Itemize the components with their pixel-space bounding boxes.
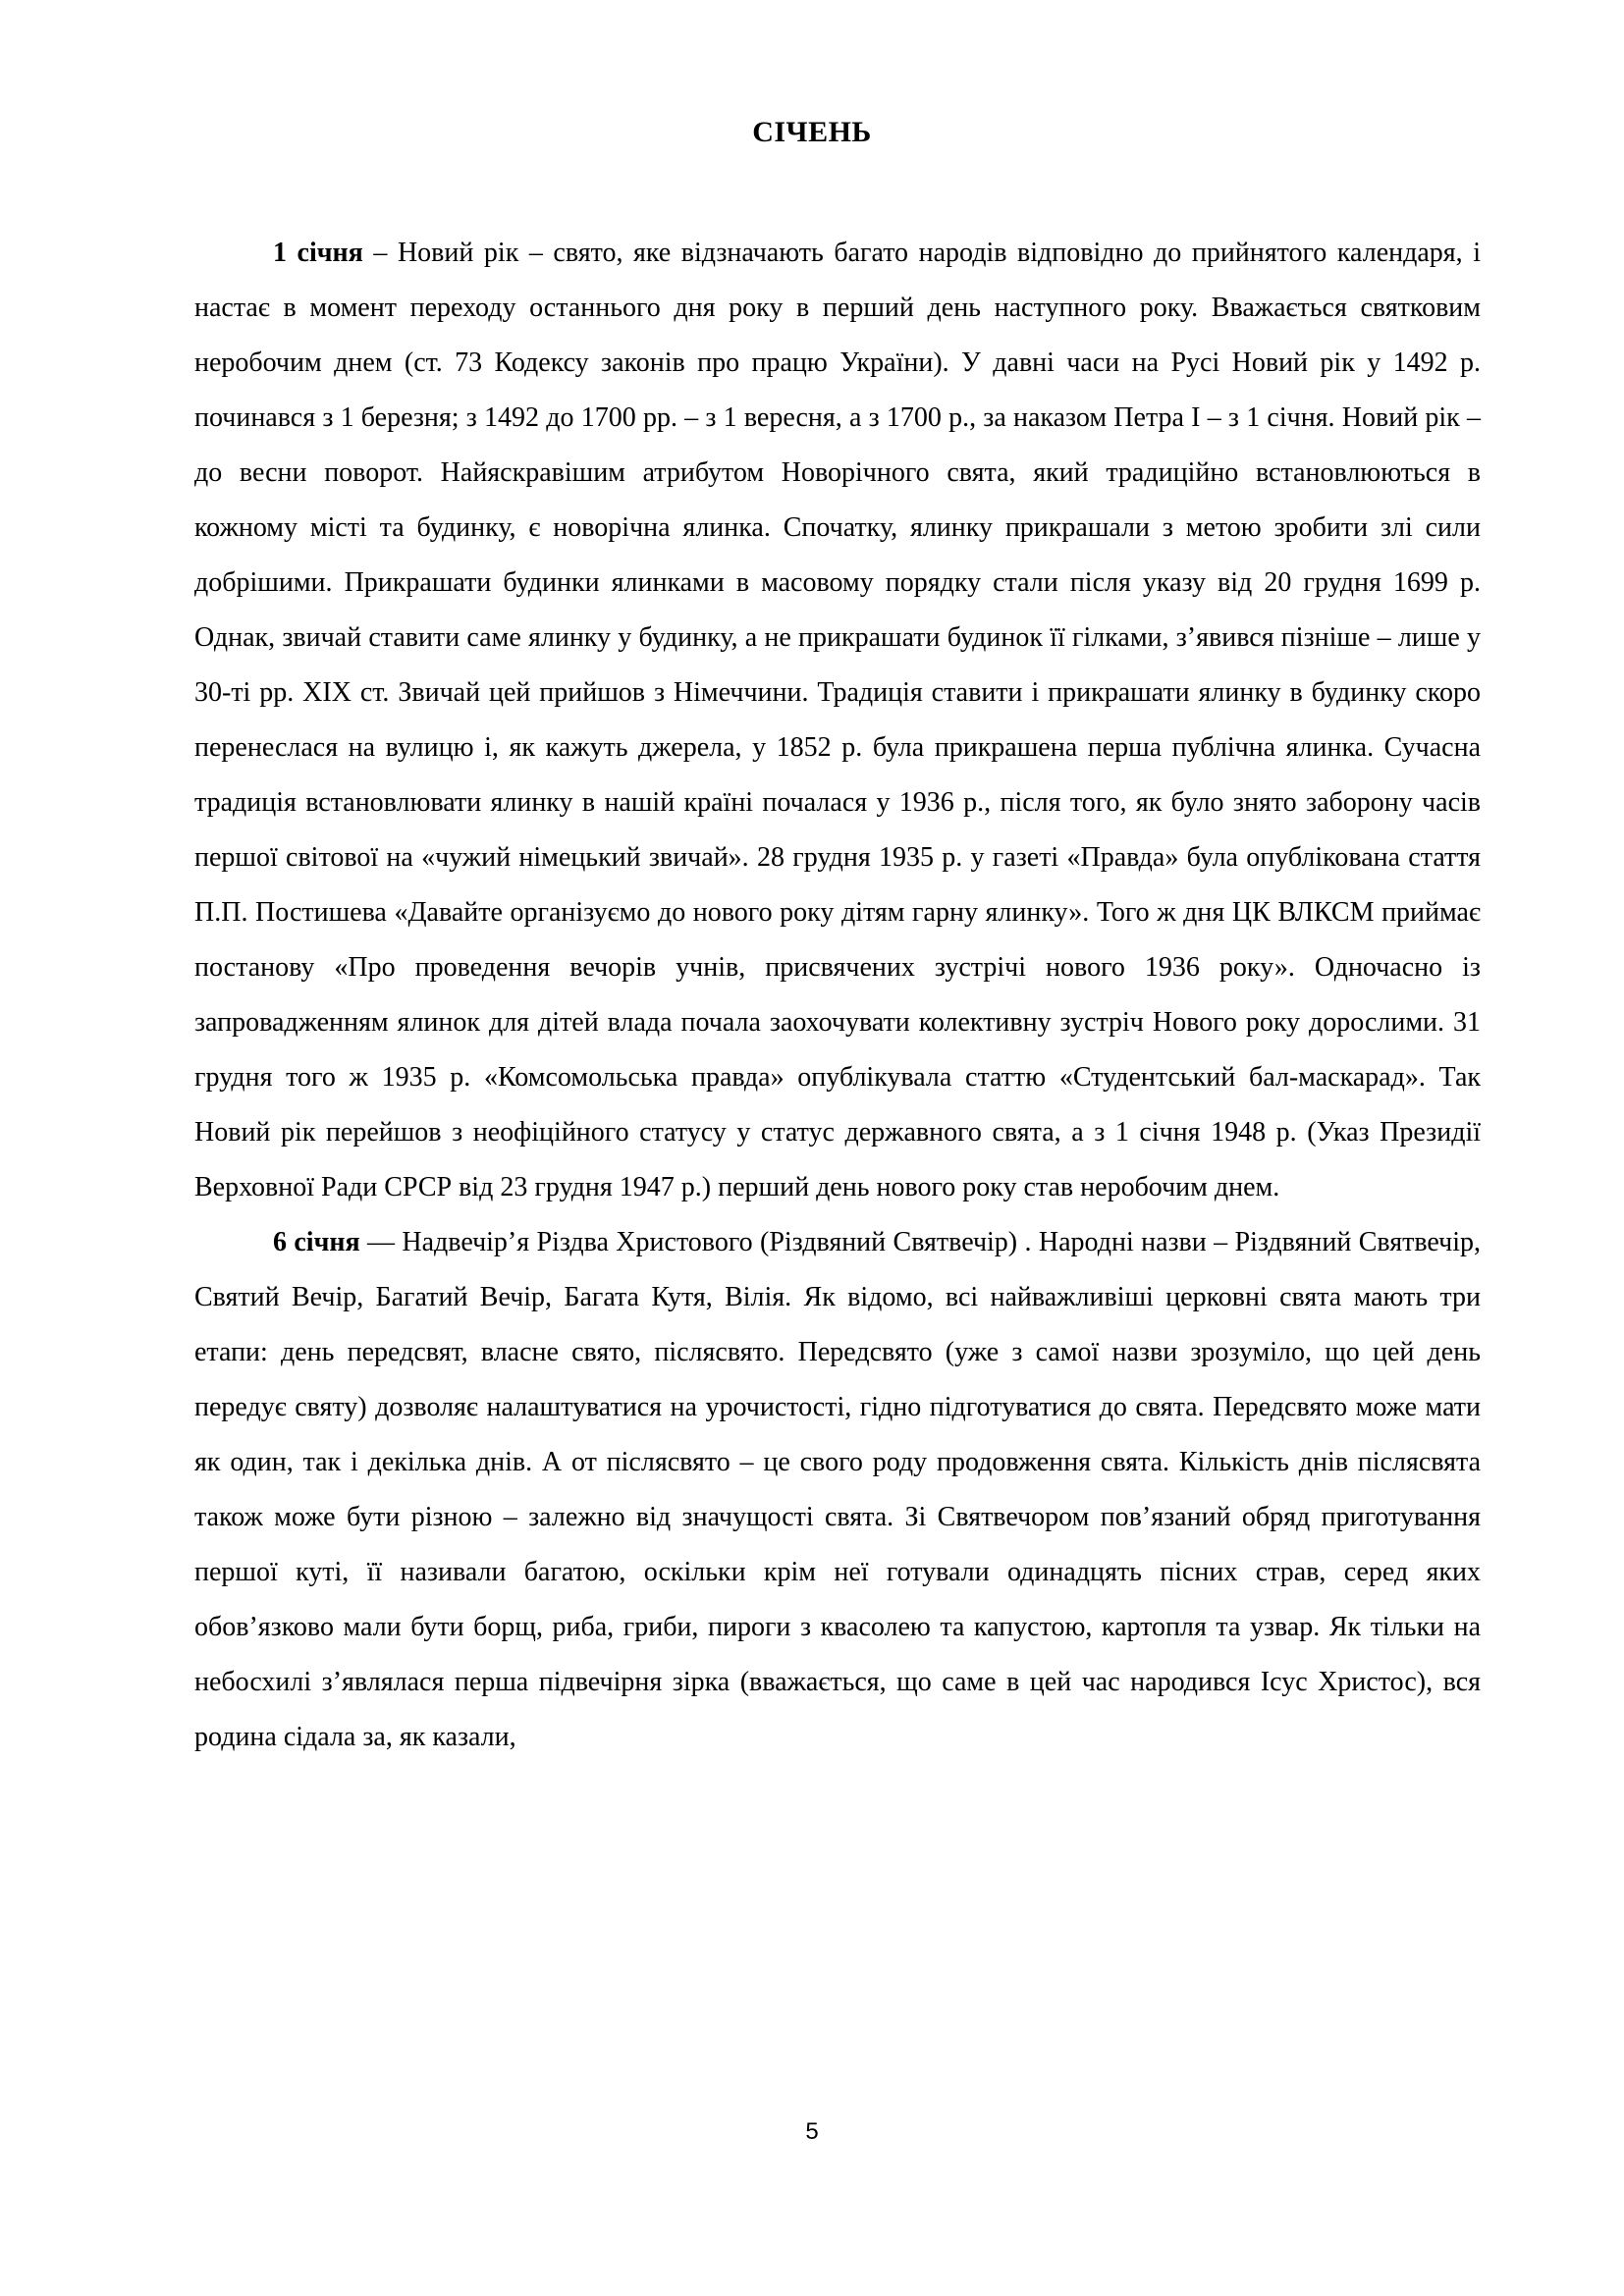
paragraph-january-1 bbox=[194, 226, 1481, 1215]
paragraph-lead-date: 1 січня bbox=[273, 238, 363, 268]
paragraph-lead-date: 6 січня bbox=[273, 1227, 360, 1257]
page-heading: СІЧЕНЬ bbox=[752, 116, 872, 148]
page-number: 5 bbox=[805, 2118, 819, 2145]
body-text bbox=[194, 226, 1481, 1765]
paragraph-text: — Надвечір’я Різдва Христового (Різдвяний Святвечір) . Народні назви – Різдвяний Святвечір, Святий Вечір, Багатий Вечір, Багата Кутя, Вілія. Як відомо, всі найважливіші церковні свята мають три етапи: день передсвят, власне свято, післясвято. Передсвято (уже з самої назви зрозуміло, що цей день передує святу) дозволяє налаштуватися на урочистості, гідно підготуватися до свята. Передсвято може мати як один, так і декілька днів. А от післясвято – це свого роду продовження свята. Кількість днів післясвята також може бути різною – залежно від значущості свята. Зі Святвечором пов’язаний обряд приготування першої куті, її називали багатою, оскільки крім неї готували одинадцять пісних страв, серед яких обов’язково мали бути борщ, риба, гриби, пироги з квасолею та капустою, картопля та узвар. Як тільки на небосхилі з’являлася перша підвечірня зірка (вважається, що саме в цей час народився Ісус Христос), вся родина сідала за, як казали, bbox=[194, 1227, 1481, 1752]
paragraph-january-6 bbox=[194, 1215, 1481, 1765]
paragraph-text: – Новий рік – свято, яке відзначають багато народів відповідно до прийнятого календаря, і настає в момент переходу останнього дня року в перший день наступного року. Вважається святковим неробочим днем (ст. 73 Кодексу законів про працю України). У давні часи на Русі Новий рік у 1492 р. починався з 1 березня; з 1492 до 1700 рр. – з 1 вересня, а з 1700 р., за наказом Петра І – з 1 січня. Новий рік – до весни поворот. Найяскравішим атрибутом Новорічного свята, який традиційно встановлюються в кожному місті та будинку, є новорічна ялинка. Спочатку, ялинку прикрашали з метою зробити злі сили добрішими. Прикрашати будинки ялинками в масовому порядку стали після указу від 20 грудня 1699 р. Однак, звичай ставити саме ялинку у будинку, а не прикрашати будинок її гілками, з’явився пізніше – лише у 30-ті рр. ХІХ ст. Звичай цей прийшов з Німеччини. Традиція ставити і прикрашати ялинку в будинку скоро перенеслася на вулицю і, як кажуть джерела, у 1852 р. була прикрашена перша публічна ялинка. Сучасна традиція встановлювати ялинку в нашій країні почалася у 1936 р., після того, як було знято заборону часів першої світової на «чужий німецький звичай». 28 грудня 1935 р. у газеті «Правда» була опублікована стаття П.П. Постишева «Давайте організуємо до нового року дітям гарну ялинку». Того ж дня ЦК ВЛКСМ приймає постанову «Про проведення вечорів учнів, присвячених зустрічі нового 1936 року». Одночасно із запровадженням ялинок для дітей влада почала заохочувати колективну зустріч Нового року дорослими. 31 грудня того ж 1935 р. «Комсомольська правда» опублікувала статтю «Студентський бал-маскарад». Так Новий рік перейшов з неофіційного статусу у статус державного свята, а з 1 січня 1948 р. (Указ Президії Верховної Ради СРСР від 23 грудня 1947 р.) перший день нового року став неробочим днем. bbox=[194, 238, 1481, 1202]
